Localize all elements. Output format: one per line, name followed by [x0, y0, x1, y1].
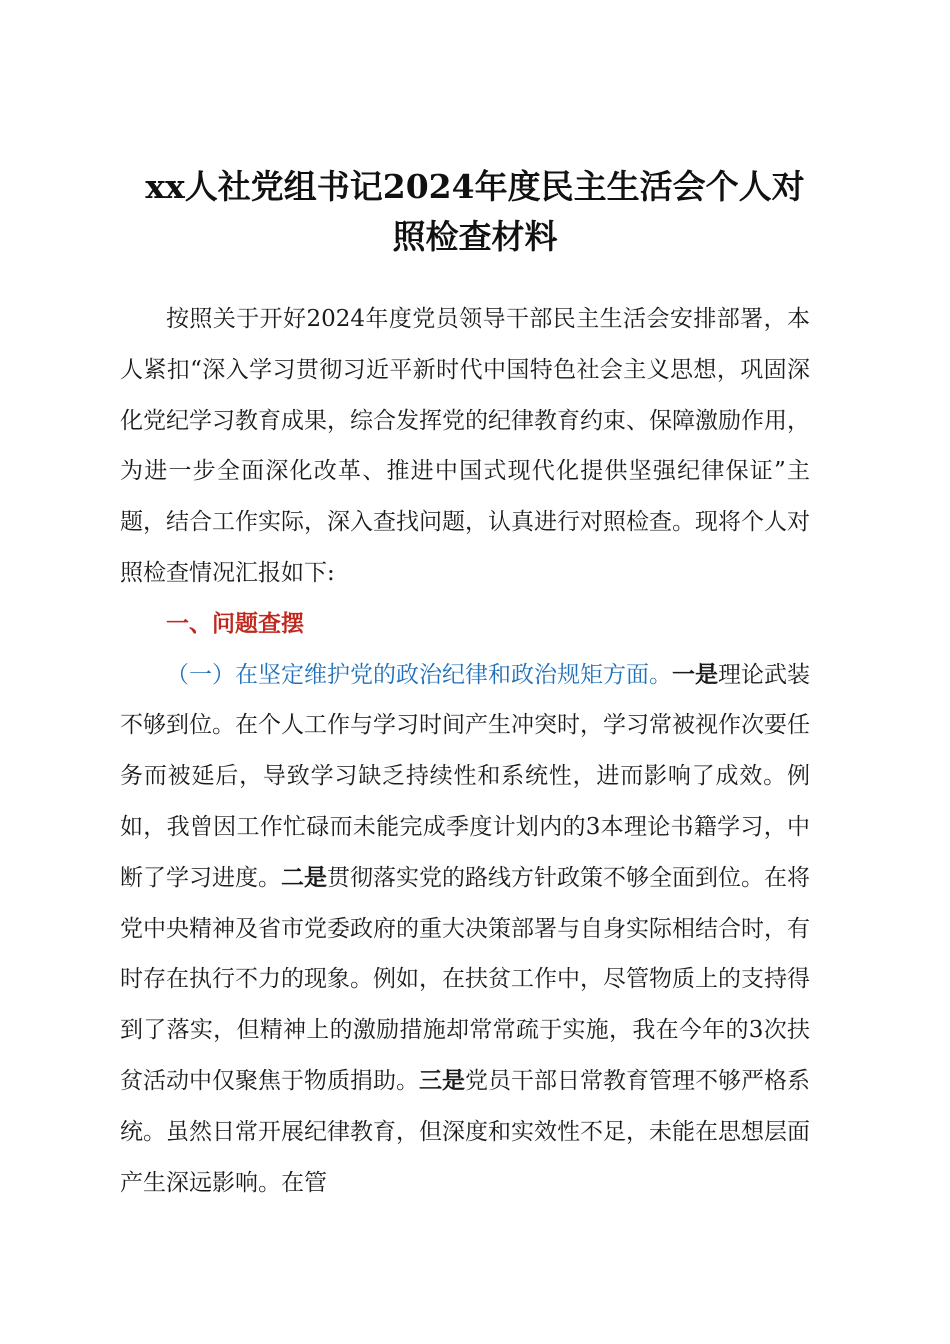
point-3-label: 三是 [419, 1067, 465, 1094]
title-line-2: 照检查材料 [392, 217, 558, 256]
title-line-1: xx人社党组书记2024年度民主生活会个人对 [145, 167, 805, 206]
point-2-text: 贯彻落实党的路线方针政策不够全面到位。在将党中央精神及省市党委政府的重大决策部署与自身实际相结合时，有时存在执行不力的现象。例如，在扶贫工作中，尽管物质上的支持得到了落实，但精神上的激励措施却常常疏于实施，我在今年的3次扶贫活动中仅聚焦于物质捐助。 [120, 864, 810, 1094]
point-2-label: 二是 [281, 864, 327, 891]
section-heading [120, 599, 810, 650]
section-1-heading: 一、问题查摆 [166, 610, 304, 637]
point-1-label: 一是 [672, 661, 718, 688]
problem-paragraph [120, 650, 810, 1209]
document-body [120, 294, 810, 1208]
point-1-text: 理论武装不够到位。在个人工作与学习时间产生冲突时，学习常被视作次要任务而被延后，导致学习缺乏持续性和系统性，进而影响了成效。例如，我曾因工作忙碌而未能完成季度计划内的3本理论书籍学习，中断了学习进度。 [120, 661, 810, 891]
document-title [100, 162, 850, 262]
point-3-text: 党员干部日常教育管理不够严格系统。虽然日常开展纪律教育，但深度和实效性不足，未能在思想层面产生深远影响。在管 [120, 1067, 810, 1196]
subsection-1-heading: （一）在坚定维护党的政治纪律和政治规矩方面。 [166, 661, 672, 688]
intro-paragraph: 按照关于开好2024年度党员领导干部民主生活会安排部署，本人紧扣“深入学习贯彻习近平新时代中国特色社会主义思想，巩固深化党纪学习教育成果，综合发挥党的纪律教育约束、保障激励作用，为进一步全面深化改革、推进中国式现代化提供坚强纪律保证”主题，结合工作实际，深入查找问题，认真进行对照检查。现将个人对照检查情况汇报如下: [120, 306, 810, 586]
